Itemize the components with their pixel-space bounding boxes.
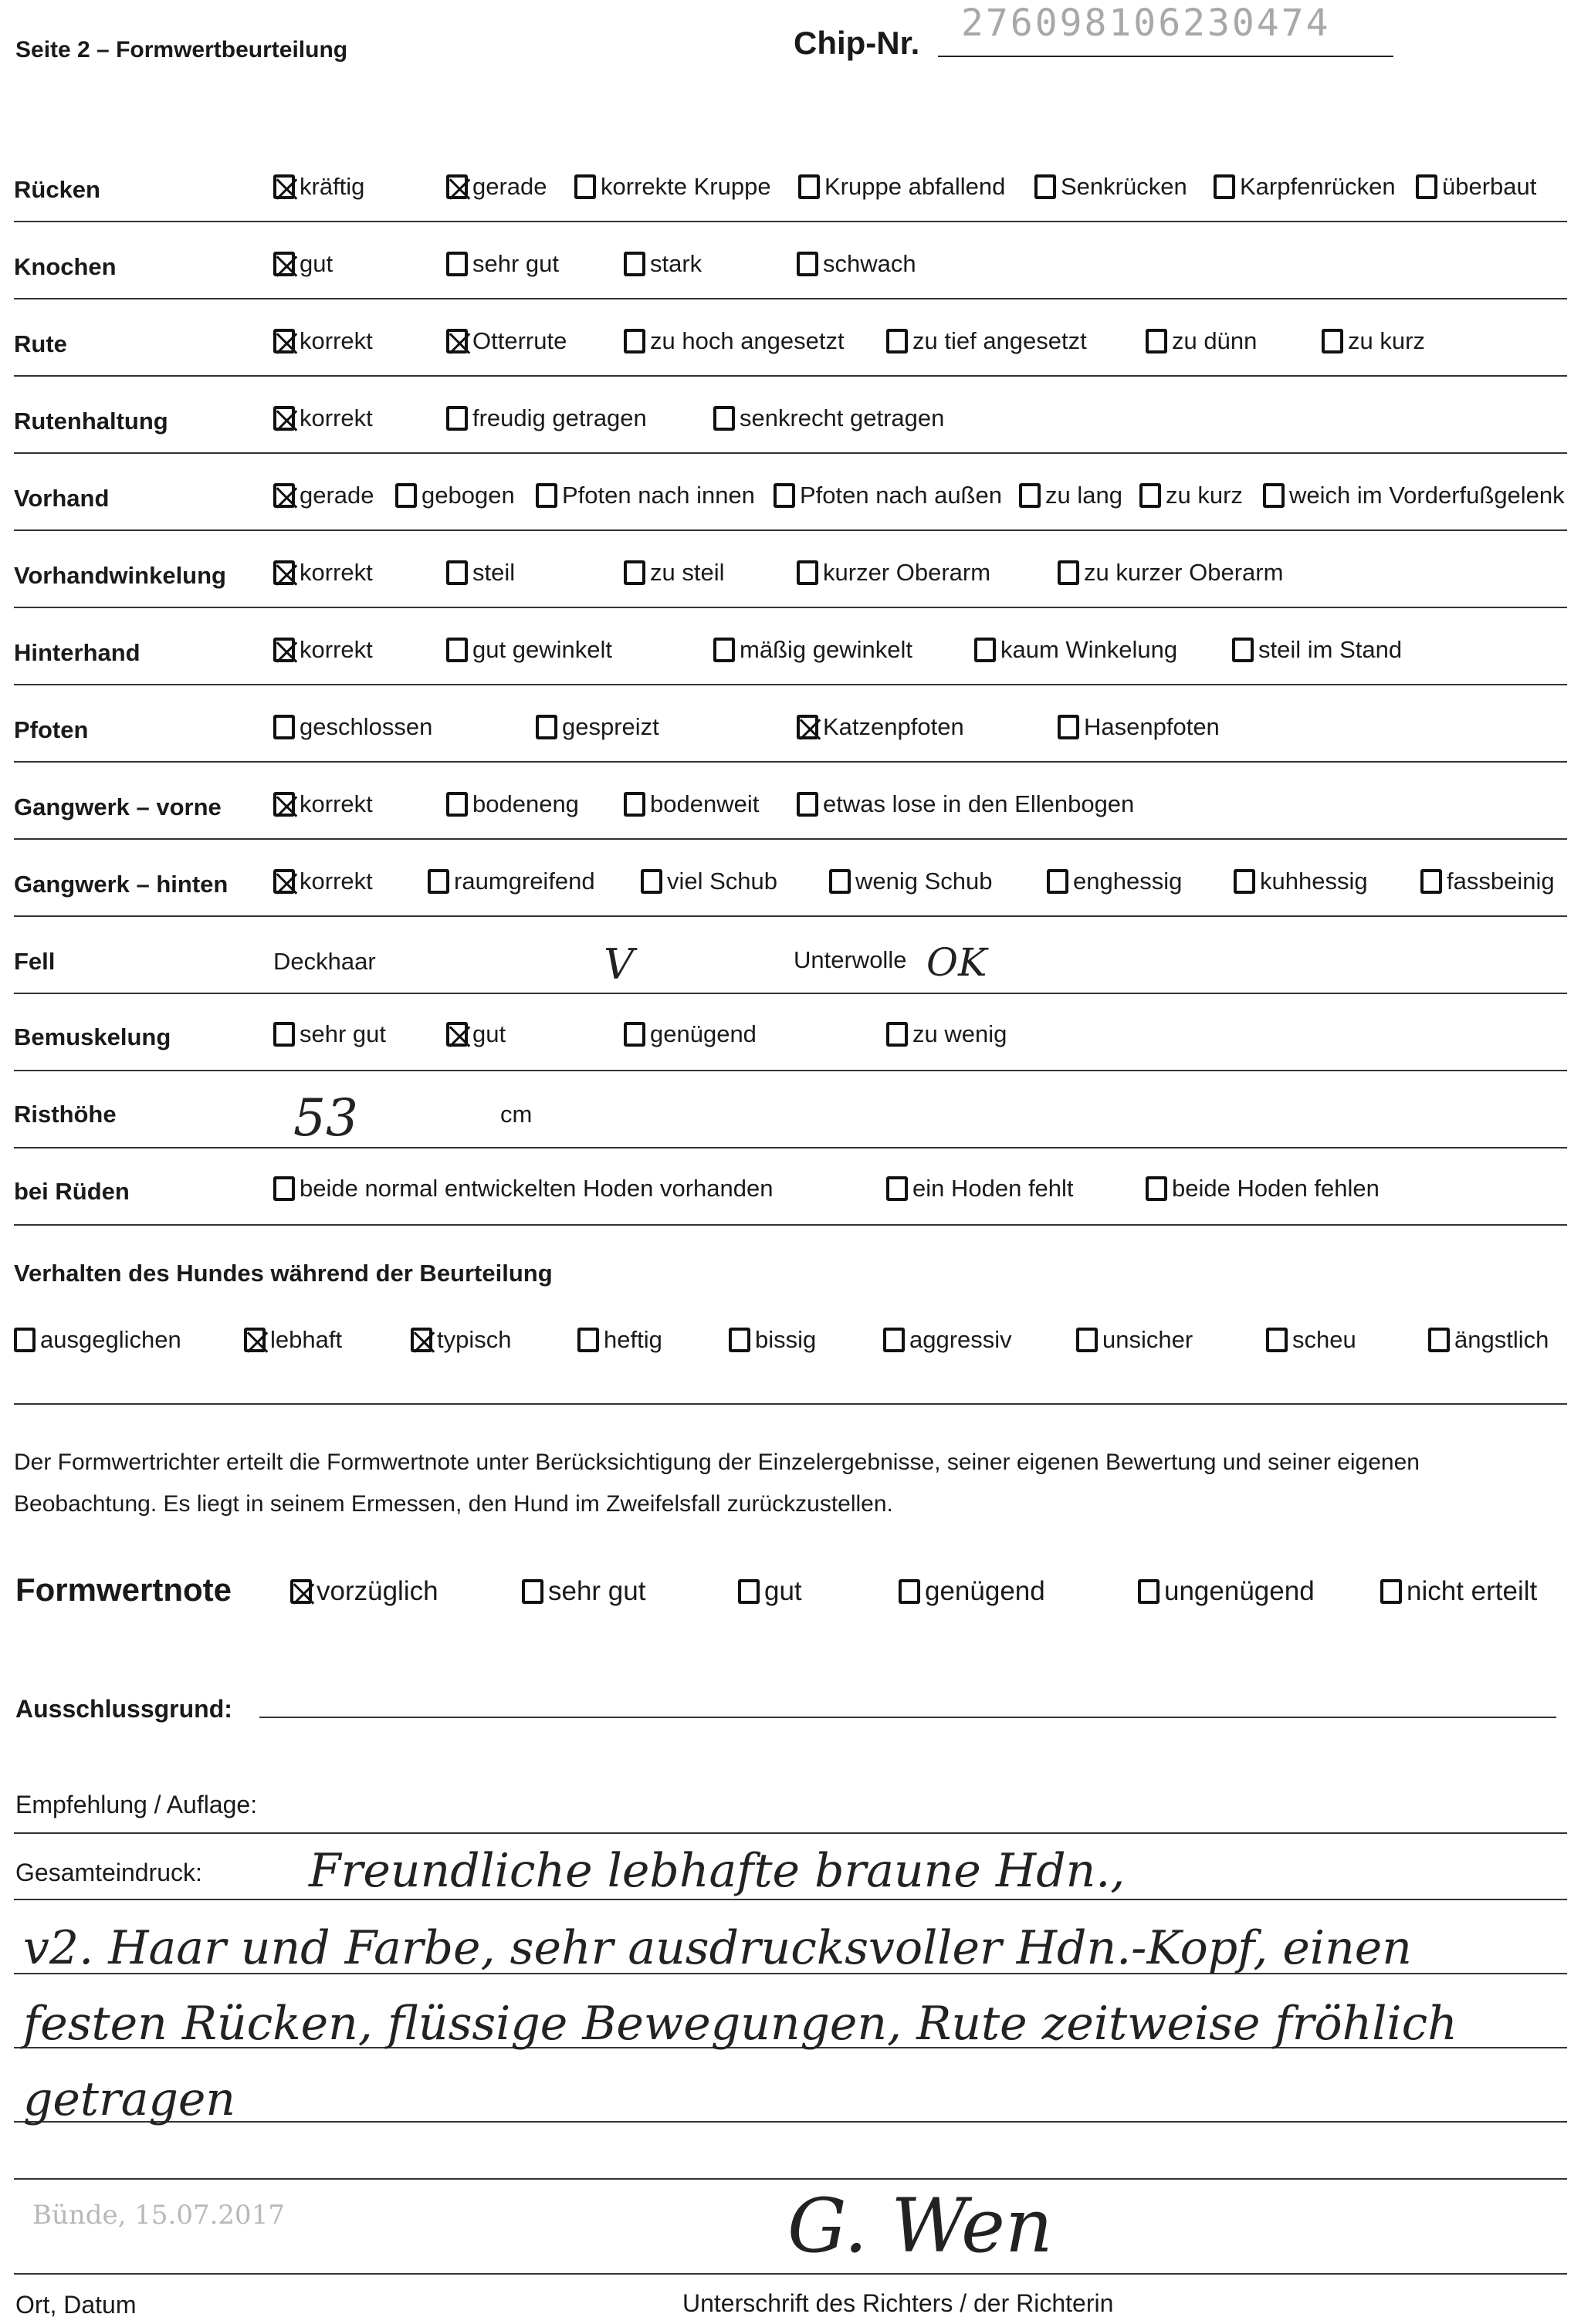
checkbox-empty-icon[interactable] (1214, 174, 1235, 199)
checkbox-option[interactable] (886, 327, 1087, 355)
checkbox-label: Karpfenrücken (1240, 173, 1396, 200)
checkbox-option[interactable] (1416, 173, 1536, 201)
row-divider (14, 1070, 1567, 1071)
checkbox-label: enghessig (1073, 868, 1183, 895)
checkbox-option[interactable] (273, 1175, 774, 1203)
row-label: Vorhandwinkelung (14, 562, 226, 589)
checkbox-option[interactable] (797, 559, 990, 587)
checkbox-checked-icon[interactable] (273, 252, 295, 276)
signature-line (14, 2273, 1567, 2275)
checkbox-label: vorzüglich (317, 1576, 438, 1606)
deckhaar-label: Deckhaar (273, 948, 376, 975)
unterwolle-label: Unterwolle (794, 946, 907, 973)
checkbox-option[interactable] (273, 790, 373, 818)
checkbox-empty-icon[interactable] (1146, 1176, 1167, 1201)
checkbox-empty-icon[interactable] (446, 560, 468, 585)
row-divider (14, 375, 1567, 377)
checkbox-option[interactable] (536, 482, 755, 509)
checkbox-label: fassbeinig (1447, 868, 1555, 895)
checkbox-label: zu kurz (1348, 327, 1425, 354)
checkbox-empty-icon[interactable] (624, 792, 645, 817)
checkbox-option[interactable] (446, 327, 567, 355)
checkbox-label: Pfoten nach innen (562, 482, 755, 509)
checkbox-label: korrekt (300, 790, 373, 817)
checkbox-label: zu lang (1045, 482, 1122, 509)
checkbox-label: zu dünn (1172, 327, 1258, 354)
checkbox-label: kurzer Oberarm (823, 559, 991, 586)
row-divider (14, 1403, 1567, 1405)
checkbox-option[interactable] (797, 250, 916, 278)
row-divider (14, 221, 1567, 222)
checkbox-option[interactable] (574, 173, 771, 201)
signature-label: Unterschrift des Richters / der Richterin (682, 2289, 1114, 2317)
checkbox-empty-icon[interactable] (886, 329, 908, 354)
checkbox-label: Senkrücken (1061, 173, 1187, 200)
checkbox-option[interactable] (886, 1020, 1007, 1048)
checkbox-label: gut (472, 1020, 506, 1047)
checkbox-label: gut (764, 1576, 802, 1606)
checkbox-empty-icon[interactable] (974, 638, 996, 662)
checkbox-empty-icon[interactable] (446, 792, 468, 817)
checkbox-checked-icon[interactable] (273, 792, 295, 817)
checkbox-empty-icon[interactable] (886, 1176, 908, 1201)
checkbox-empty-icon[interactable] (738, 1579, 760, 1604)
checkbox-empty-icon[interactable] (829, 869, 851, 894)
checkbox-empty-icon[interactable] (536, 483, 557, 508)
checkbox-empty-icon[interactable] (713, 406, 735, 431)
checkbox-checked-icon[interactable] (244, 1328, 266, 1352)
checkbox-empty-icon[interactable] (1139, 483, 1161, 508)
checkbox-empty-icon[interactable] (1058, 560, 1079, 585)
checkbox-option[interactable] (713, 404, 944, 432)
checkbox-label: nicht erteilt (1407, 1576, 1538, 1606)
checkbox-option[interactable] (774, 482, 1002, 509)
checkbox-option[interactable] (798, 173, 1005, 201)
rueden-label: bei Rüden (14, 1178, 130, 1205)
checkbox-option[interactable] (522, 1576, 645, 1607)
row-divider (14, 761, 1567, 763)
checkbox-label: scheu (1292, 1326, 1356, 1353)
checkbox-option[interactable] (729, 1326, 816, 1354)
fell-label: Fell (14, 948, 56, 975)
checkbox-empty-icon[interactable] (446, 406, 468, 431)
risthoehe-value[interactable]: 53 (293, 1088, 358, 1148)
checkbox-empty-icon[interactable] (1076, 1328, 1098, 1352)
checkbox-empty-icon[interactable] (273, 1176, 295, 1201)
checkbox-option[interactable] (395, 482, 515, 509)
checkbox-label: zu kurz (1166, 482, 1243, 509)
checkbox-label: heftig (604, 1326, 662, 1353)
checkbox-label: gerade (472, 173, 547, 200)
checkbox-option[interactable] (1380, 1576, 1537, 1607)
checkbox-empty-icon[interactable] (1019, 483, 1041, 508)
checkbox-option[interactable] (1146, 1175, 1380, 1203)
checkbox-label: geschlossen (300, 713, 433, 740)
checkbox-empty-icon[interactable] (886, 1022, 908, 1047)
checkbox-label: ängstlich (1454, 1326, 1549, 1353)
checkbox-empty-icon[interactable] (797, 792, 818, 817)
checkbox-label: sehr gut (472, 250, 560, 277)
checkbox-empty-icon[interactable] (1058, 715, 1079, 739)
checkbox-empty-icon[interactable] (798, 174, 820, 199)
checkbox-label: bodeneng (472, 790, 579, 817)
checkbox-label: weich im Vorderfußgelenk (1289, 482, 1565, 509)
checkbox-empty-icon[interactable] (1428, 1328, 1450, 1352)
checkbox-option[interactable] (641, 868, 777, 895)
checkbox-checked-icon[interactable] (446, 1022, 468, 1047)
checkbox-option[interactable] (1058, 713, 1220, 741)
deckhaar-value[interactable]: V (604, 940, 634, 989)
checkbox-empty-icon[interactable] (1322, 329, 1343, 354)
checkbox-option[interactable] (1058, 559, 1283, 587)
checkbox-empty-icon[interactable] (273, 1022, 295, 1047)
checkbox-option[interactable] (446, 790, 579, 818)
checkbox-option[interactable] (1428, 1326, 1549, 1354)
checkbox-empty-icon[interactable] (899, 1579, 920, 1604)
checkbox-option[interactable] (273, 713, 432, 741)
checkbox-option[interactable] (446, 1020, 506, 1048)
checkbox-option[interactable] (624, 327, 845, 355)
ausschlussgrund-line[interactable] (259, 1717, 1556, 1718)
gesamteindruck-text-line1[interactable]: Freundliche lebhafte braune Hdn., (309, 1844, 1126, 1898)
checkbox-label: korrekt (300, 327, 373, 354)
checkbox-option[interactable] (577, 1326, 662, 1354)
checkbox-option[interactable] (273, 868, 373, 895)
formwertnote-label: Formwertnote (15, 1571, 232, 1608)
checkbox-empty-icon[interactable] (395, 483, 417, 508)
row-divider (14, 838, 1567, 840)
checkbox-label: korrekt (300, 559, 373, 586)
checkbox-empty-icon[interactable] (1146, 329, 1167, 354)
checkbox-option[interactable] (624, 250, 702, 278)
checkbox-label: ungenügend (1164, 1576, 1315, 1606)
checkbox-option[interactable] (273, 482, 374, 509)
place-date-stamp: Bünde, 15.07.2017 (32, 2200, 285, 2231)
checkbox-label: gut gewinkelt (472, 636, 612, 663)
checkbox-empty-icon[interactable] (624, 329, 645, 354)
checkbox-empty-icon[interactable] (1234, 869, 1255, 894)
checkbox-empty-icon[interactable] (1047, 869, 1068, 894)
row-label: Gangwerk – vorne (14, 793, 222, 820)
checkbox-option[interactable] (624, 559, 724, 587)
row-divider (14, 1224, 1567, 1226)
checkbox-label: überbaut (1442, 173, 1537, 200)
checkbox-label: korrekt (300, 868, 373, 895)
checkbox-empty-icon[interactable] (729, 1328, 750, 1352)
row-divider (14, 529, 1567, 531)
risthoehe-label: Risthöhe (14, 1101, 117, 1128)
instructions-paragraph: Der Formwertrichter erteilt die Formwertnote unter Berücksichtigung der Einzelergebnisse, seiner eigenen Bewertung und seiner eigenen Beobachtung. Es liegt in seinem Ermessen, den Hund im Zweifelsfall zurückzustellen. (14, 1450, 1420, 1517)
checkbox-label: beide Hoden fehlen (1172, 1175, 1380, 1202)
checkbox-option[interactable] (273, 327, 373, 355)
checkbox-option[interactable] (290, 1576, 438, 1607)
checkbox-label: zu tief angesetzt (912, 327, 1087, 354)
checkbox-label: zu hoch angesetzt (650, 327, 845, 354)
page-title: Seite 2 – Formwertbeurteilung (15, 37, 348, 63)
checkbox-empty-icon[interactable] (713, 638, 735, 662)
row-label: Hinterhand (14, 639, 140, 666)
checkbox-label: Pfoten nach außen (800, 482, 1002, 509)
checkbox-empty-icon[interactable] (428, 869, 449, 894)
checkbox-checked-icon[interactable] (411, 1328, 432, 1352)
checkbox-option[interactable] (1034, 173, 1187, 201)
checkbox-option[interactable] (797, 713, 964, 741)
checkbox-label: gut (300, 250, 333, 277)
ort-datum-label: Ort, Datum (15, 2291, 137, 2319)
checkbox-option[interactable] (1232, 636, 1402, 664)
checkbox-label: sehr gut (300, 1020, 387, 1047)
checkbox-empty-icon[interactable] (446, 638, 468, 662)
checkbox-option[interactable] (273, 1020, 386, 1048)
checkbox-label: raumgreifend (454, 868, 595, 895)
checkbox-empty-icon[interactable] (536, 715, 557, 739)
gesamteindruck-text-line2[interactable]: v2. Haar und Farbe, sehr ausdrucksvoller Hdn.-Kopf, einen festen Rücken, flüssige Bewegungen, Rute zeitweise fröhlich getragen (23, 1921, 1457, 2126)
checkbox-option[interactable] (1019, 482, 1122, 509)
chip-number-value[interactable]: 276098106230474 (961, 2, 1331, 45)
checkbox-option[interactable] (624, 1020, 757, 1048)
checkbox-label: ausgeglichen (40, 1326, 181, 1353)
checkbox-option[interactable] (1234, 868, 1368, 895)
unterwolle-value[interactable]: OK (926, 940, 987, 985)
checkbox-label: Hasenpfoten (1084, 713, 1220, 740)
checkbox-option[interactable] (446, 559, 515, 587)
checkbox-option[interactable] (1263, 482, 1565, 509)
row-divider (14, 993, 1567, 994)
checkbox-option[interactable] (883, 1326, 1012, 1354)
row-label: Pfoten (14, 716, 89, 743)
checkbox-option[interactable] (1214, 173, 1396, 201)
checkbox-label: Otterrute (472, 327, 567, 354)
checkbox-empty-icon[interactable] (1232, 638, 1254, 662)
checkbox-option[interactable] (446, 250, 559, 278)
checkbox-label: sehr gut (548, 1576, 646, 1606)
chip-label: Chip-Nr. (794, 25, 920, 61)
ruled-line (14, 2178, 1567, 2180)
checkbox-label: steil im Stand (1258, 636, 1403, 663)
row-divider (14, 452, 1567, 454)
checkbox-option[interactable] (273, 404, 373, 432)
checkbox-checked-icon[interactable] (273, 869, 295, 894)
checkbox-label: zu kurzer Oberarm (1084, 559, 1284, 586)
checkbox-option[interactable] (1146, 327, 1257, 355)
row-label: Gangwerk – hinten (14, 871, 229, 898)
checkbox-label: mäßig gewinkelt (740, 636, 912, 663)
checkbox-option[interactable] (446, 173, 547, 201)
chip-number-line (938, 56, 1393, 57)
checkbox-option[interactable] (1420, 868, 1555, 895)
row-label: Rute (14, 330, 67, 357)
checkbox-option[interactable] (446, 404, 647, 432)
bemuskelung-label: Bemuskelung (14, 1023, 171, 1050)
gesamteindruck-label: Gesamteindruck: (15, 1859, 202, 1886)
checkbox-checked-icon[interactable] (273, 329, 295, 354)
checkbox-empty-icon[interactable] (1420, 869, 1442, 894)
row-divider (14, 915, 1567, 917)
checkbox-label: zu wenig (912, 1020, 1007, 1047)
checkbox-checked-icon[interactable] (797, 715, 818, 739)
checkbox-label: freudig getragen (472, 404, 647, 431)
checkbox-option[interactable] (829, 868, 993, 895)
ausschlussgrund-label: Ausschlussgrund: (15, 1695, 232, 1723)
checkbox-label: unsicher (1102, 1326, 1193, 1353)
row-label: Rücken (14, 176, 100, 203)
checkbox-empty-icon[interactable] (14, 1328, 36, 1352)
row-label: Knochen (14, 253, 117, 280)
checkbox-label: bissig (755, 1326, 817, 1353)
checkbox-checked-icon[interactable] (446, 329, 468, 354)
checkbox-option[interactable] (446, 636, 612, 664)
row-label: Vorhand (14, 485, 110, 512)
checkbox-label: kuhhessig (1260, 868, 1368, 895)
checkbox-checked-icon[interactable] (273, 406, 295, 431)
checkbox-label: kaum Winkelung (1000, 636, 1178, 663)
checkbox-empty-icon[interactable] (1263, 483, 1285, 508)
checkbox-option[interactable] (428, 868, 595, 895)
checkbox-empty-icon[interactable] (624, 1022, 645, 1047)
row-divider (14, 607, 1567, 608)
checkbox-option[interactable] (1138, 1576, 1315, 1607)
checkbox-label: gerade (300, 482, 374, 509)
checkbox-empty-icon[interactable] (774, 483, 795, 508)
judge-signature: G. Wen (787, 2183, 1053, 2269)
risthoehe-unit: cm (500, 1101, 533, 1128)
row-label: Rutenhaltung (14, 408, 168, 435)
checkbox-empty-icon[interactable] (522, 1579, 543, 1604)
checkbox-option[interactable] (886, 1175, 1074, 1203)
checkbox-label: Katzenpfoten (823, 713, 964, 740)
checkbox-empty-icon[interactable] (624, 560, 645, 585)
checkbox-checked-icon[interactable] (273, 483, 295, 508)
checkbox-empty-icon[interactable] (1138, 1579, 1160, 1604)
checkbox-option[interactable] (713, 636, 912, 664)
checkbox-checked-icon[interactable] (273, 560, 295, 585)
verhalten-title: Verhalten des Hundes während der Beurteilung (14, 1260, 553, 1287)
checkbox-empty-icon[interactable] (273, 715, 295, 739)
checkbox-label: korrekt (300, 404, 373, 431)
checkbox-label: gebogen (421, 482, 515, 509)
checkbox-label: gespreizt (562, 713, 659, 740)
checkbox-option[interactable] (244, 1326, 342, 1354)
checkbox-option[interactable] (1139, 482, 1243, 509)
checkbox-checked-icon[interactable] (273, 174, 295, 199)
checkbox-empty-icon[interactable] (577, 1328, 599, 1352)
checkbox-option[interactable] (14, 1326, 181, 1354)
checkbox-label: stark (650, 250, 702, 277)
checkbox-label: kräftig (300, 173, 365, 200)
row-divider (14, 684, 1567, 685)
checkbox-empty-icon[interactable] (1266, 1328, 1288, 1352)
checkbox-empty-icon[interactable] (1034, 174, 1056, 199)
checkbox-label: korrekte Kruppe (601, 173, 771, 200)
checkbox-label: genügend (925, 1576, 1045, 1606)
checkbox-label: ein Hoden fehlt (912, 1175, 1074, 1202)
checkbox-empty-icon[interactable] (1416, 174, 1437, 199)
row-divider (14, 1147, 1567, 1148)
checkbox-label: senkrecht getragen (740, 404, 945, 431)
checkbox-option[interactable] (536, 713, 659, 741)
checkbox-label: steil (472, 559, 516, 586)
checkbox-option[interactable] (273, 173, 364, 201)
checkbox-option[interactable] (899, 1576, 1045, 1607)
checkbox-label: wenig Schub (855, 868, 993, 895)
checkbox-option[interactable] (1322, 327, 1425, 355)
checkbox-label: zu steil (650, 559, 725, 586)
checkbox-label: beide normal entwickelten Hoden vorhanden (300, 1175, 774, 1202)
checkbox-option[interactable] (738, 1576, 802, 1607)
checkbox-checked-icon[interactable] (446, 174, 468, 199)
checkbox-empty-icon[interactable] (624, 252, 645, 276)
checkbox-empty-icon[interactable] (1380, 1579, 1402, 1604)
checkbox-label: typisch (437, 1326, 512, 1353)
checkbox-label: bodenweit (650, 790, 760, 817)
empfehlung-label: Empfehlung / Auflage: (15, 1791, 258, 1818)
checkbox-empty-icon[interactable] (446, 252, 468, 276)
checkbox-label: lebhaft (270, 1326, 343, 1353)
checkbox-option[interactable] (624, 790, 759, 818)
checkbox-label: etwas lose in den Ellenbogen (823, 790, 1135, 817)
row-divider (14, 298, 1567, 299)
checkbox-checked-icon[interactable] (273, 638, 295, 662)
checkbox-option[interactable] (273, 636, 373, 664)
checkbox-option[interactable] (273, 559, 373, 587)
checkbox-label: genügend (650, 1020, 757, 1047)
checkbox-empty-icon[interactable] (574, 174, 596, 199)
checkbox-label: viel Schub (667, 868, 778, 895)
checkbox-option[interactable] (1266, 1326, 1356, 1354)
checkbox-label: Kruppe abfallend (824, 173, 1006, 200)
checkbox-option[interactable] (974, 636, 1177, 664)
checkbox-option[interactable] (411, 1326, 511, 1354)
checkbox-option[interactable] (1047, 868, 1182, 895)
checkbox-option[interactable] (1076, 1326, 1193, 1354)
checkbox-empty-icon[interactable] (797, 560, 818, 585)
checkbox-option[interactable] (797, 790, 1134, 818)
checkbox-label: schwach (823, 250, 916, 277)
checkbox-option[interactable] (273, 250, 333, 278)
checkbox-label: aggressiv (909, 1326, 1012, 1353)
checkbox-empty-icon[interactable] (883, 1328, 905, 1352)
checkbox-empty-icon[interactable] (641, 869, 662, 894)
checkbox-label: korrekt (300, 636, 373, 663)
checkbox-checked-icon[interactable] (290, 1579, 312, 1604)
checkbox-empty-icon[interactable] (797, 252, 818, 276)
